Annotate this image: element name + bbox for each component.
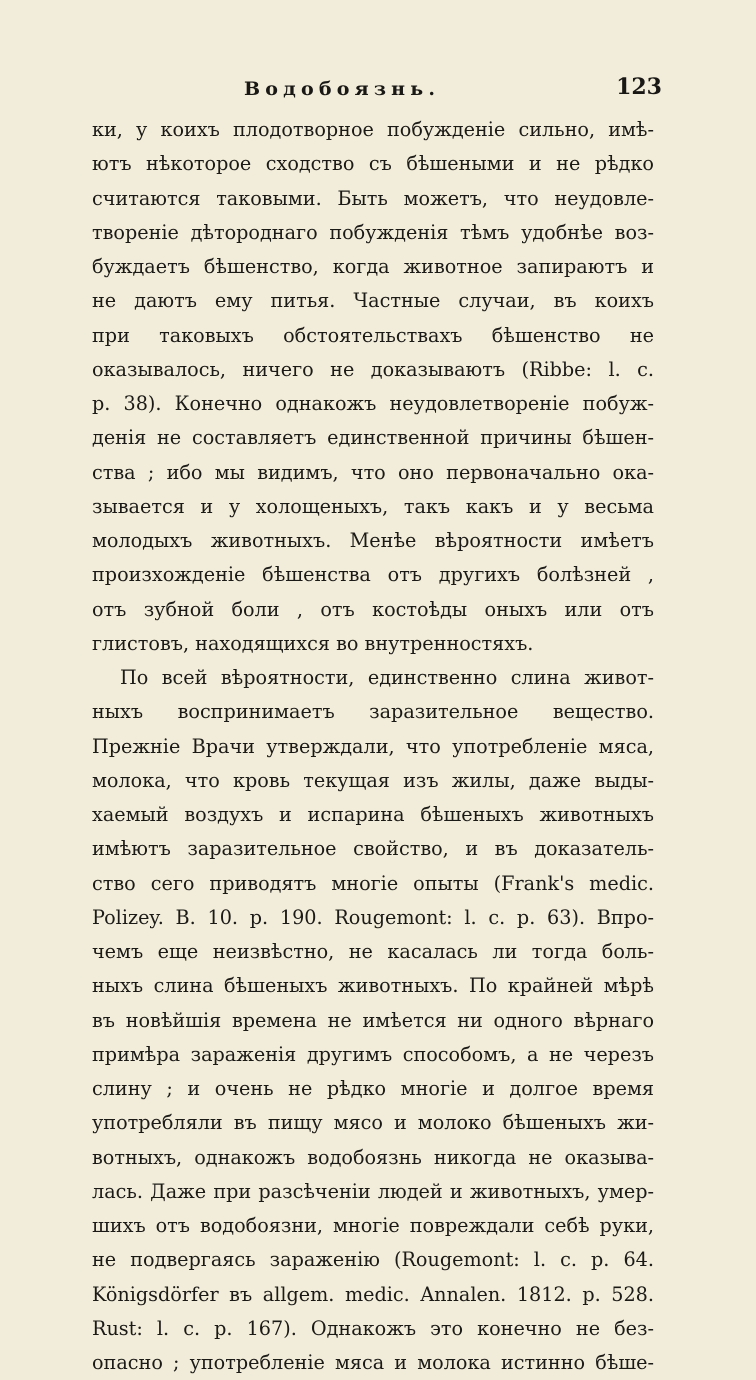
text-line: ство сего приводятъ многіе опыты (Frank's medic. [92,871,654,895]
text-line: молодыхъ животныхъ. Менѣе вѣроятности имѣетъ [92,529,654,552]
text-line: примѣра зараженія другимъ способомъ, а не черезъ [92,1042,654,1066]
text-line: хаемый воздухъ и испарина бѣшеныхъ животныхъ [92,803,654,826]
text-line: употребляли въ пищу мясо и молоко бѣшеныхъ жи- [92,1111,654,1135]
text-line: денія не составляетъ единственной причины бѣшен- [92,426,654,450]
text-line: при таковыхъ обстоятельствахъ бѣшенство не [92,323,654,347]
text-line: ки, у коихъ плодотворное побужденіе сильно, имѣ- [92,118,654,141]
text-line: зывается и у холощеныхъ, такъ какъ и у весьма [92,494,654,518]
text-line: опасно ; употребленіе мяса и молока истинно бѣше- [92,1351,654,1374]
text-line: считаются таковыми. Быть можетъ, что неудовле- [92,186,654,210]
text-line: вотныхъ, однакожъ водобоязнь никогда не оказыва- [92,1145,654,1169]
text-line: Polizey. B. 10. p. 190. Rougemont: l. c. p. 63). Впро- [92,905,654,929]
text-line: произхожденіе бѣшенства отъ другихъ болѣзней , [92,563,654,587]
text-line: твореніе дѣтороднаго побужденія тѣмъ удобнѣе воз- [92,220,654,244]
text-line: Прежніе Врачи утверждали, что употребленіе мяса, [92,734,654,758]
text-line: По всей вѣроятности, единственно слина живот- [120,666,654,689]
text-line: имѣютъ заразительное свойство, и въ доказатель- [92,837,654,861]
text-line: глистовъ, находящихся во внутренностяхъ. [92,631,534,655]
text-line: оказывалось, ничего не доказываютъ (Ribbe: l. c. [92,357,654,381]
text-line: Rust: l. c. p. 167). Однакожъ это конечно не без- [92,1316,654,1340]
text-line: чемъ еще неизвѣстно, не касалась ли тогда боль- [92,940,654,963]
text-line: ства ; ибо мы видимъ, что оно первоначально ока- [92,460,654,484]
text-line: въ новѣйшія времена не имѣется ни одного вѣрнаго [92,1008,654,1032]
running-title: Водобоязнь. [244,78,441,100]
text-line: ныхъ слина бѣшеныхъ животныхъ. По крайней мѣрѣ [92,974,654,998]
text-line: не подвергаясь зараженію (Rougemont: l. c. p. 64. [92,1248,654,1272]
body-text [92,113,654,1380]
text-line: не даютъ ему питья. Частные случаи, въ коихъ [92,289,654,313]
page-number: 123 [616,74,662,100]
text-line: лась. Даже при разсѣченіи людей и животныхъ, умер- [92,1179,654,1203]
text-line: слину ; и очень не рѣдко многіе и долгое время [92,1077,654,1100]
text-line: шихъ отъ водобоязни, многіе повреждали себѣ руки, [92,1214,654,1237]
text-line: ныхъ воспринимаетъ заразительное вещество. [92,700,654,724]
text-line: буждаетъ бѣшенство, когда животное запираютъ и [92,255,654,278]
text-line: ютъ нѣкоторое сходство съ бѣшеными и не рѣдко [92,152,654,176]
text-line: молока, что кровь текущая изъ жилы, даже выды- [92,768,654,792]
text-line: отъ зубной боли , отъ костоѣды оныхъ или отъ [92,597,654,621]
text-line: p. 38). Конечно однакожъ неудовлетвореніе побуж- [92,392,654,415]
running-head [92,74,662,108]
text-line: Königsdörfer въ allgem. medic. Annalen. 1812. p. 528. [92,1282,654,1306]
